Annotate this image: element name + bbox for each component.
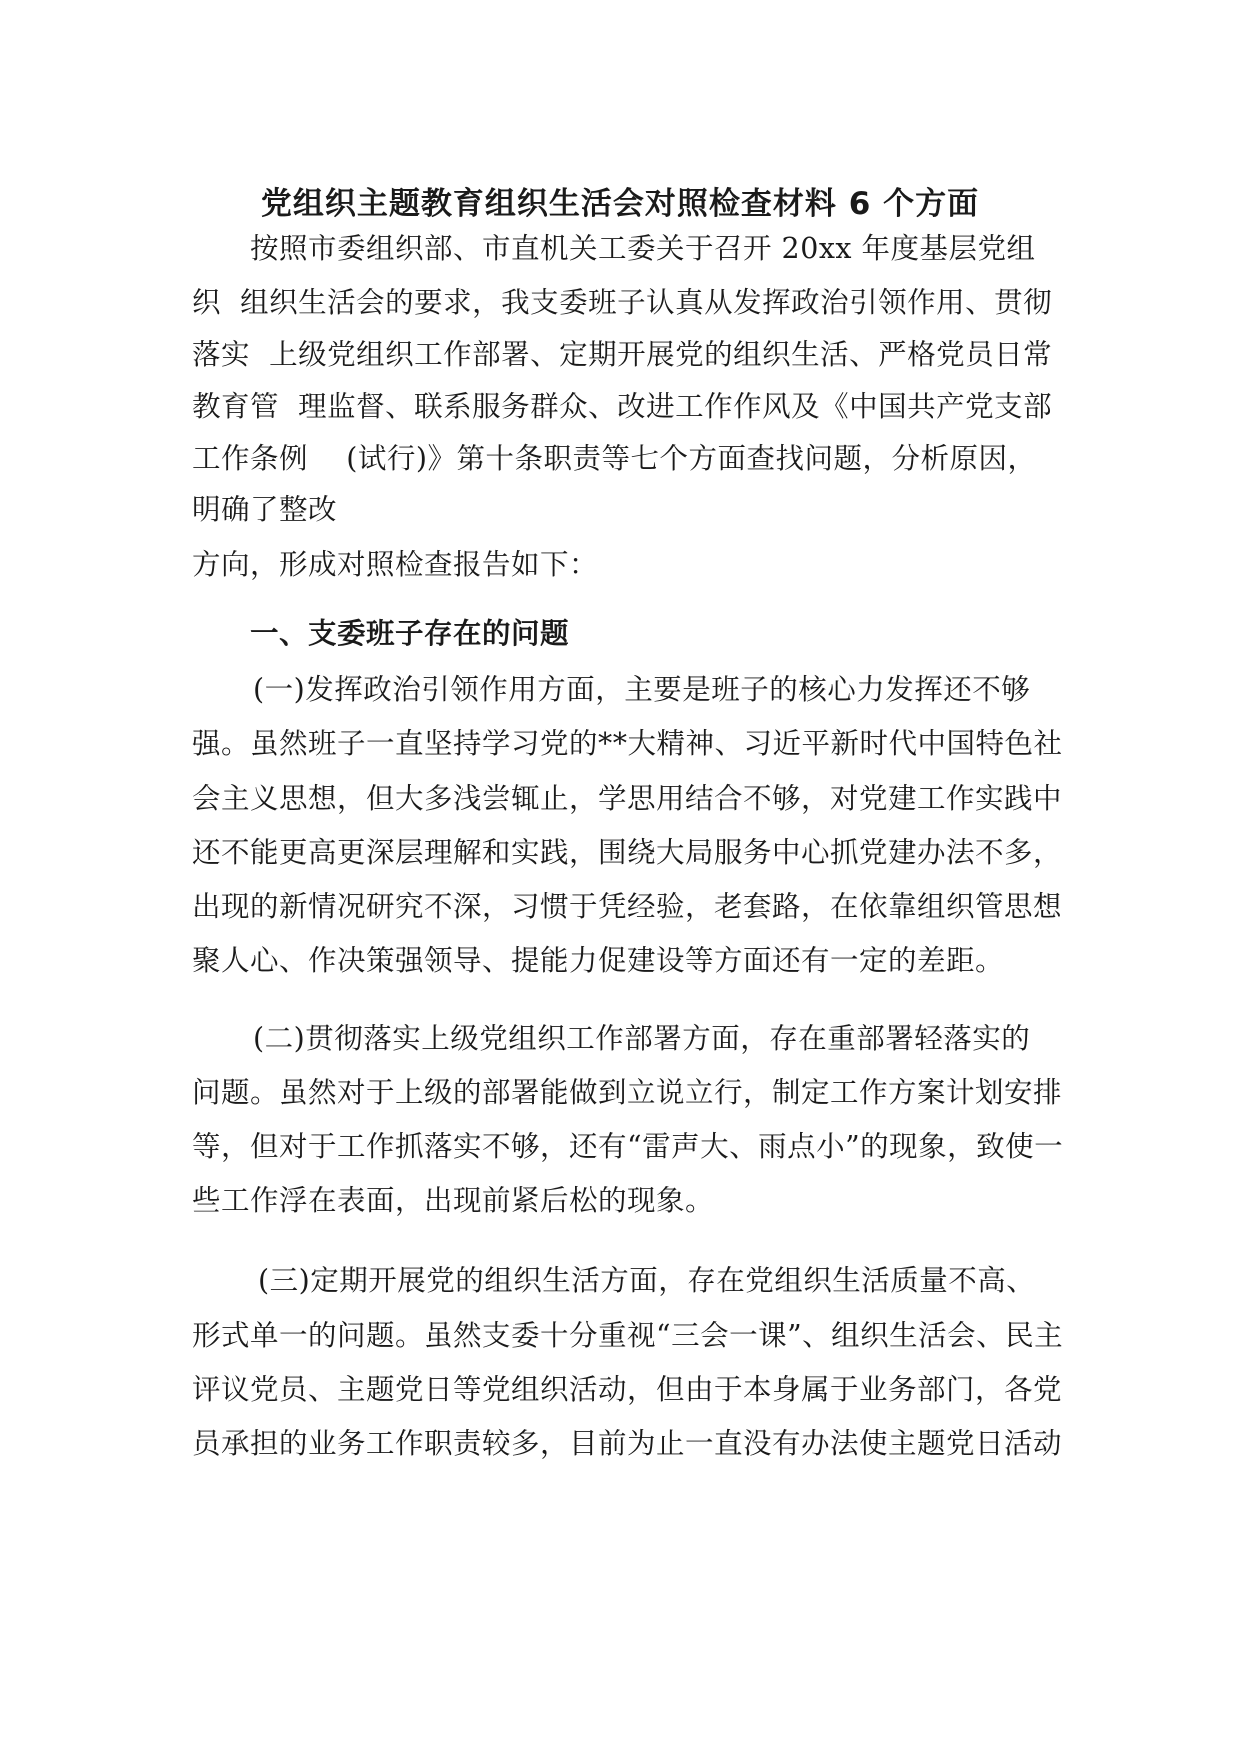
intro-line-4: 教育管 理监督、联系服务群众、改进工作作风及《中国共产党支部 <box>192 390 1053 423</box>
para2-line-1: (二)贯彻落实上级党组织工作部署方面，存在重部署轻落实的 <box>253 1022 1031 1055</box>
intro-line-3: 落实 上级党组织工作部署、定期开展党的组织生活、严格党员日常 <box>192 338 1053 371</box>
para2-line-4: 些工作浮在表面，出现前紧后松的现象。 <box>192 1184 715 1217</box>
para1-line-3: 会主义思想，但大多浅尝辄止，学思用结合不够，对党建工作实践中 <box>192 782 1063 815</box>
para1-line-2: 强。虽然班子一直坚持学习党的**大精神、习近平新时代中国特色社 <box>192 727 1063 760</box>
para1-line-5: 出现的新情况研究不深，习惯于凭经验，老套路，在依靠组织管思想 <box>192 890 1063 923</box>
para3-line-1: (三)定期开展党的组织生活方面，存在党组织生活质量不高、 <box>258 1264 1036 1297</box>
para1-line-6: 聚人心、作决策强领导、提能力促建设等方面还有一定的差距。 <box>192 944 1005 977</box>
para3-line-4: 员承担的业务工作职责较多，目前为止一直没有办法使主题党日活动 <box>192 1427 1063 1460</box>
intro-line-7: 方向，形成对照检查报告如下： <box>192 548 599 581</box>
para1-line-1: (一)发挥政治引领作用方面，主要是班子的核心力发挥还不够 <box>253 673 1031 706</box>
para2-line-2: 问题。虽然对于上级的部署能做到立说立行，制定工作方案计划安排 <box>192 1076 1063 1109</box>
section-heading: 一、支委班子存在的问题 <box>250 617 570 650</box>
para1-line-4: 还不能更高更深层理解和实践，围绕大局服务中心抓党建办法不多， <box>192 836 1063 869</box>
intro-line-2: 织 组织生活会的要求，我支委班子认真从发挥政治引领作用、贯彻 <box>192 286 1053 319</box>
intro-line-1: 按照市委组织部、市直机关工委关于召开 20xx 年度基层党组 <box>250 232 1036 265</box>
para3-line-3: 评议党员、主题党日等党组织活动，但由于本身属于业务部门，各党 <box>192 1373 1063 1406</box>
document-title: 党组织主题教育组织生活会对照检查材料 6 个方面 <box>260 186 980 222</box>
intro-line-6: 明确了整改 <box>192 493 338 526</box>
para2-line-3: 等，但对于工作抓落实不够，还有“雷声大、雨点小”的现象，致使一 <box>192 1130 1064 1163</box>
para3-line-2: 形式单一的问题。虽然支委十分重视“三会一课”、组织生活会、民主 <box>192 1319 1064 1352</box>
intro-line-5: 工作条例 (试行)》第十条职责等七个方面查找问题，分析原因， <box>192 442 1037 475</box>
